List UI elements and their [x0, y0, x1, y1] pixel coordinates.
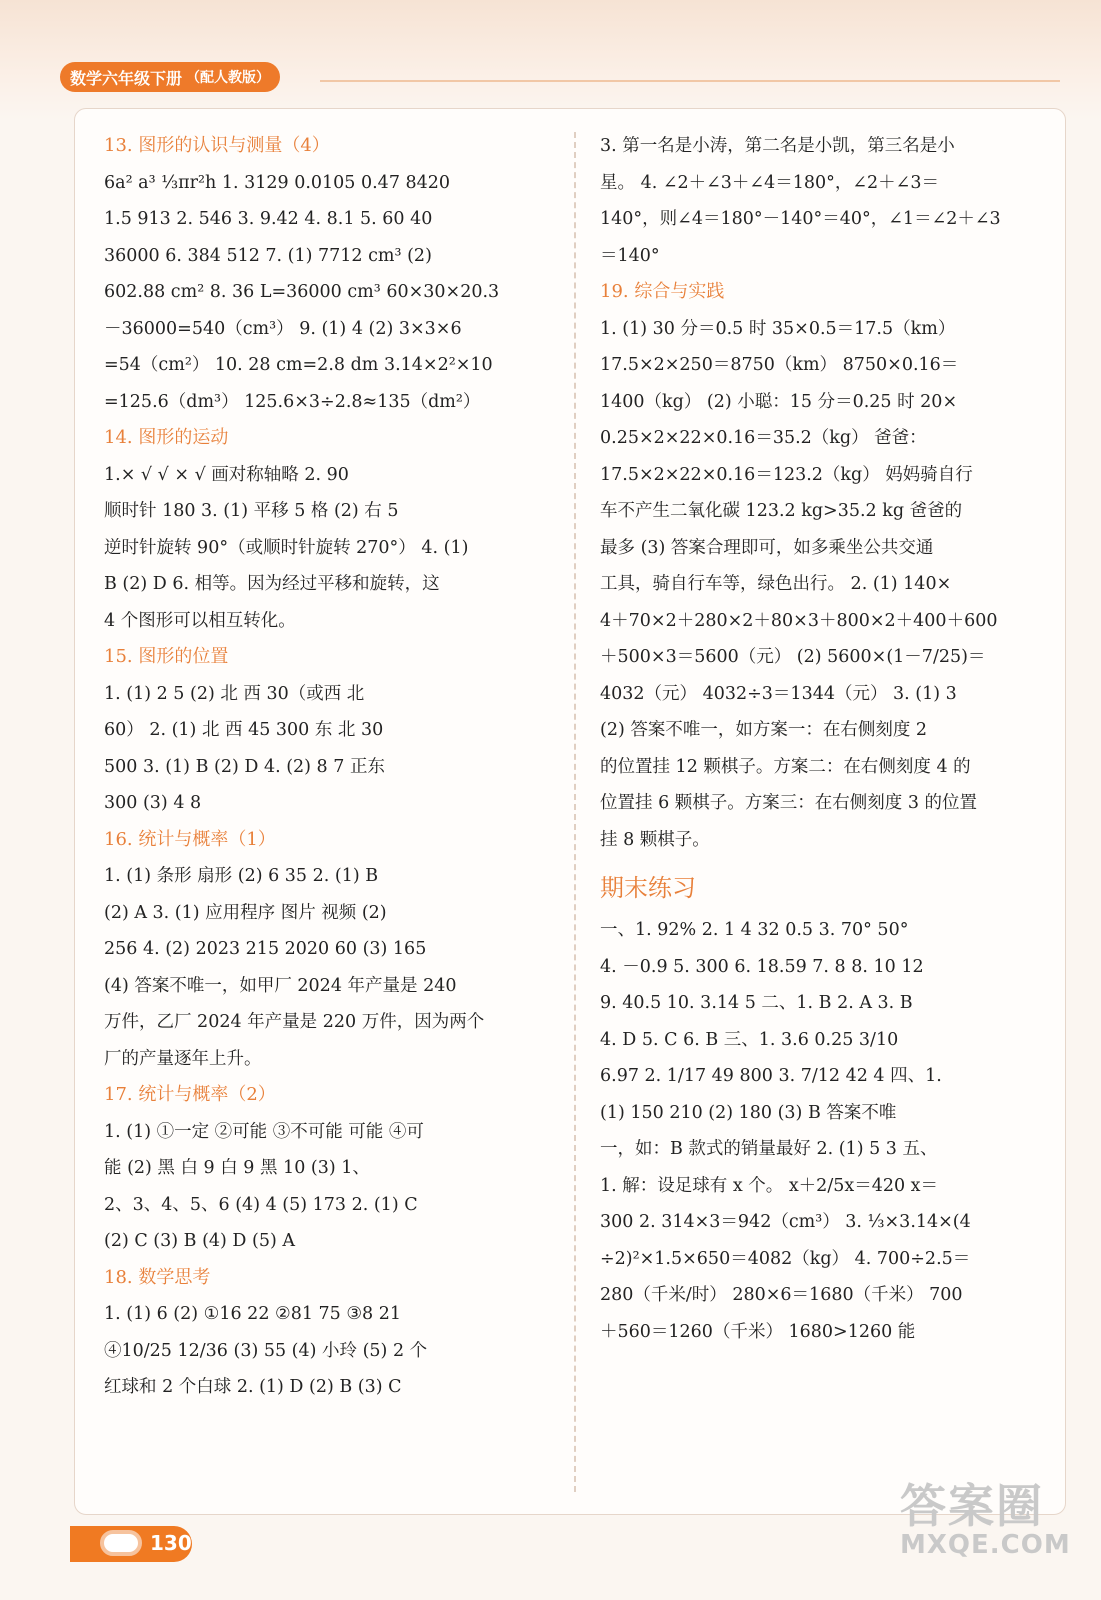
- right-column: [600, 128, 1050, 1350]
- watermark-url: MXQE.COM: [900, 1530, 1071, 1560]
- answer-line: 能 (2) 黑 白 9 白 9 黑 10 (3) 1、: [104, 1158, 370, 1178]
- answer-line: 工具，骑自行车等，绿色出行。 2. (1) 140×: [600, 574, 952, 594]
- answer-line: 2、3、4、5、6 (4) 4 (5) 173 2. (1) C: [104, 1194, 418, 1215]
- section-heading: 14. 图形的运动: [104, 427, 229, 448]
- answer-line: 挂 8 颗棋子。: [600, 829, 710, 850]
- answer-line: 1. (1) 6 (2) ①16 22 ②81 75 ③8 21: [104, 1304, 402, 1324]
- section-heading: 19. 综合与实践: [600, 281, 725, 302]
- page-circle-icon: [100, 1530, 142, 1556]
- answer-line: 红球和 2 个白球 2. (1) D (2) B (3) C: [104, 1377, 402, 1397]
- answer-line: 1. (1) 条形 扇形 (2) 6 35 2. (1) B: [104, 866, 379, 886]
- answer-line: 602.88 cm² 8. 36 L=36000 cm³ 60×30×20.3: [104, 282, 500, 302]
- answer-line: (2) C (3) B (4) D (5) A: [104, 1231, 296, 1251]
- answer-line: (2) 答案不唯一，如方案一：在右侧刻度 2: [600, 720, 928, 740]
- answer-line: (2) A 3. (1) 应用程序 图片 视频 (2): [104, 902, 387, 923]
- answer-line: ＝140°: [600, 245, 660, 266]
- watermark-text: 答案圈: [900, 1479, 1044, 1533]
- answer-line: 17.5×2×22×0.16＝123.2（kg） 妈妈骑自行: [600, 464, 973, 485]
- answer-line: 4032（元） 4032÷3＝1344（元） 3. (1) 3: [600, 683, 957, 704]
- column-divider: [574, 132, 576, 1492]
- top-band: [0, 0, 1101, 120]
- answer-line: ÷2)²×1.5×650＝4082（kg） 4. 700÷2.5＝: [600, 1248, 971, 1269]
- answer-line: 4＋70×2＋280×2＋80×3＋800×2＋400＋600: [600, 610, 998, 631]
- answer-line: 1400（kg） (2) 小聪：15 分＝0.25 时 20×: [600, 391, 958, 412]
- section-heading: 期末练习: [600, 874, 696, 902]
- section-heading: 13. 图形的认识与测量（4）: [104, 135, 330, 156]
- watermark-logo: [900, 1470, 1090, 1590]
- answer-line: 顺时针 180 3. (1) 平移 5 格 (2) 右 5: [104, 501, 399, 521]
- answer-line: 厂的产量逐年上升。: [104, 1048, 262, 1069]
- answer-line: 9. 40.5 10. 3.14 5 二、1. B 2. A 3. B: [600, 993, 913, 1013]
- answer-line: 280（千米/时） 280×6＝1680（千米） 700: [600, 1285, 963, 1305]
- answer-line: 的位置挂 12 颗棋子。方案二：在右侧刻度 4 的: [600, 756, 971, 777]
- book-title: 数学六年级下册: [70, 68, 183, 88]
- section-heading: 16. 统计与概率（1）: [104, 828, 276, 850]
- answer-line: 最多 (3) 答案合理即可，如多乘坐公共交通: [600, 537, 934, 558]
- answer-line: =54（cm²） 10. 28 cm=2.8 dm 3.14×2²×10: [104, 355, 493, 375]
- answer-line: 1. 解：设足球有 x 个。 x＋2/5x＝420 x＝: [600, 1175, 939, 1196]
- answer-line: 6.97 2. 1/17 49 800 3. 7/12 42 4 四、1.: [600, 1066, 942, 1086]
- answer-line: 位置挂 6 颗棋子。方案三：在右侧刻度 3 的位置: [600, 793, 978, 813]
- answer-line: 1.5 913 2. 546 3. 9.42 4. 8.1 5. 60 40: [104, 209, 433, 229]
- answer-line: 500 3. (1) B (2) D 4. (2) 8 7 正东: [104, 756, 385, 777]
- answer-line: 17.5×2×250＝8750（km） 8750×0.16＝: [600, 355, 959, 375]
- answer-line: ＋560＝1260（千米） 1680>1260 能: [600, 1321, 916, 1342]
- answer-line: ＋500×3＝5600（元） (2) 5600×(1－7/25)＝: [600, 647, 986, 667]
- answer-line: 300 2. 314×3＝942（cm³） 3. ⅓×3.14×(4: [600, 1212, 971, 1232]
- answer-line: =125.6（dm³） 125.6×3÷2.8≈135（dm²）: [104, 391, 481, 412]
- page-number: 130: [150, 1531, 192, 1555]
- answer-line: 3. 第一名是小涛，第二名是小凯，第三名是小: [600, 136, 955, 156]
- answer-line: 车不产生二氧化碳 123.2 kg>35.2 kg 爸爸的: [600, 501, 963, 521]
- answer-line: 1.× √ √ × √ 画对称轴略 2. 90: [104, 464, 349, 485]
- answer-line: 一、1. 92% 2. 1 4 32 0.5 3. 70° 50°: [600, 920, 909, 940]
- answer-line: 星。 4. ∠2＋∠3＋∠4＝180°，∠2＋∠3＝: [600, 172, 939, 193]
- answer-line: 逆时针旋转 90°（或顺时针旋转 270°） 4. (1): [104, 537, 469, 558]
- answer-line: 60） 2. (1) 北 西 45 300 东 北 30: [104, 720, 384, 740]
- header-badge: [60, 62, 280, 92]
- answer-line: 万件，乙厂 2024 年产量是 220 万件，因为两个: [104, 1012, 485, 1032]
- answer-line: 140°，则∠4＝180°－140°＝40°，∠1＝∠2＋∠3: [600, 209, 1001, 229]
- answer-line: 0.25×2×22×0.16＝35.2（kg） 爸爸：: [600, 428, 927, 448]
- answer-line: 4. D 5. C 6. B 三、1. 3.6 0.25 3/10: [600, 1029, 899, 1050]
- section-heading: 18. 数学思考: [104, 1266, 211, 1288]
- answer-line: 36000 6. 384 512 7. (1) 7712 cm³ (2): [104, 245, 432, 266]
- answer-line: B (2) D 6. 相等。因为经过平移和旋转，这: [104, 574, 440, 594]
- section-heading: 15. 图形的位置: [104, 646, 229, 667]
- header-divider: [320, 80, 1060, 82]
- answer-line: －36000=540（cm³） 9. (1) 4 (2) 3×3×6: [104, 318, 462, 339]
- answer-line: 1. (1) 30 分＝0.5 时 35×0.5＝17.5（km）: [600, 318, 956, 339]
- answer-line: 1. (1) ①一定 ②可能 ③不可能 可能 ④可: [104, 1121, 424, 1142]
- answer-line: 256 4. (2) 2023 215 2020 60 (3) 165: [104, 939, 427, 959]
- answer-line: 4 个图形可以相互转化。: [104, 610, 296, 631]
- answer-line: 300 (3) 4 8: [104, 793, 202, 813]
- book-edition: （配人教版）: [186, 70, 271, 86]
- answer-line: 一，如：B 款式的销量最好 2. (1) 5 3 五、: [600, 1139, 938, 1159]
- answer-line: 4. －0.9 5. 300 6. 18.59 7. 8 8. 10 12: [600, 956, 924, 977]
- answer-line: ④10/25 12/36 (3) 55 (4) 小玲 (5) 2 个: [104, 1340, 428, 1361]
- answer-line: (4) 答案不唯一，如甲厂 2024 年产量是 240: [104, 975, 457, 996]
- answer-line: 6a² a³ ⅓πr²h 1. 3129 0.0105 0.47 8420: [104, 172, 451, 193]
- answer-line: 1. (1) 2 5 (2) 北 西 30（或西 北: [104, 683, 365, 704]
- section-heading: 17. 统计与概率（2）: [104, 1084, 276, 1105]
- answer-line: (1) 150 210 (2) 180 (3) B 答案不唯: [600, 1102, 897, 1123]
- left-column: [104, 128, 554, 1406]
